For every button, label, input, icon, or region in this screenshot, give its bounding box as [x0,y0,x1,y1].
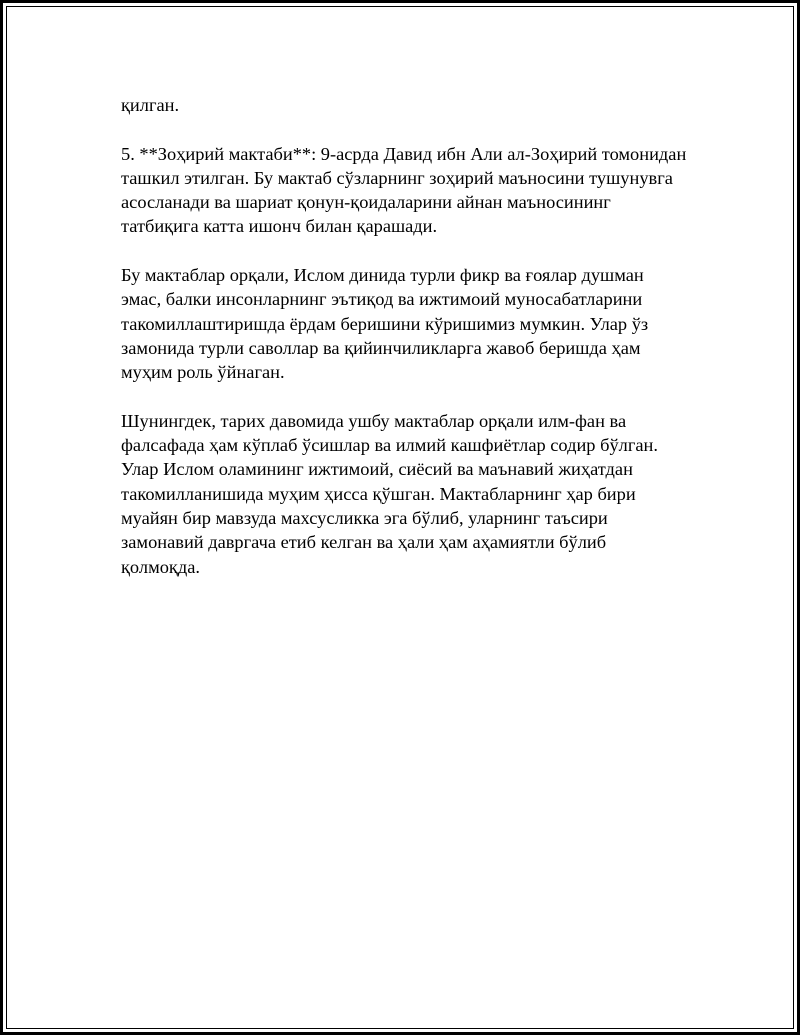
text-line: 5. **Зоҳирий мактаби**: 9-асрда Давид ибн Али ал-Зоҳирий томонидан [121,143,687,164]
text-line: Улар Ислом оламининг ижтимоий, сиёсий ва маънавий жиҳатдан [121,459,633,480]
text-line: қилган. [121,95,180,115]
text-line: эмас, балки инсонларнинг эътиқод ва ижтимоий муносабатларини [121,289,643,310]
text-line: замонида турли саволлар ва қийинчиликларга жавоб беришда ҳам [121,337,641,358]
document-body [121,93,711,603]
paragraph [121,409,711,579]
text-line: замонавий давргача етиб келган ва ҳали ҳам аҳамиятли бўлиб [121,532,607,553]
text-line: муайян бир мавзуда махсусликка эга бўлиб, уларнинг таъсири [121,508,608,529]
text-line: муҳим роль ўйнаган. [121,362,285,383]
text-line: Бу мактаблар орқали, Ислом динида турли фикр ва ғоялар душман [121,265,644,286]
text-line: татбиқига катта ишонч билан қарашади. [121,216,438,237]
paragraph [121,93,711,117]
text-line: такомиллаштиришда ёрдам беришини кўришимиз мумкин. Улар ўз [121,313,649,334]
text-line: Шунингдек, тарих давомида ушбу мактаблар орқали илм-фан ва [121,410,627,431]
paragraph [121,142,711,239]
paragraph [121,263,711,384]
text-line: фалсафада ҳам кўплаб ўсишлар ва илмий кашфиётлар содир бўлган. [121,435,658,456]
text-line: қолмоқда. [121,556,200,577]
text-line: асосланади ва шариат қонун-қоидаларини айнан маъносининг [121,192,611,213]
text-line: ташкил этилган. Бу мактаб сўзларнинг зоҳирий маъносини тушунувга [121,167,673,188]
text-line: такомилланишида муҳим ҳисса қўшган. Мактабларнинг ҳар бири [121,483,636,504]
